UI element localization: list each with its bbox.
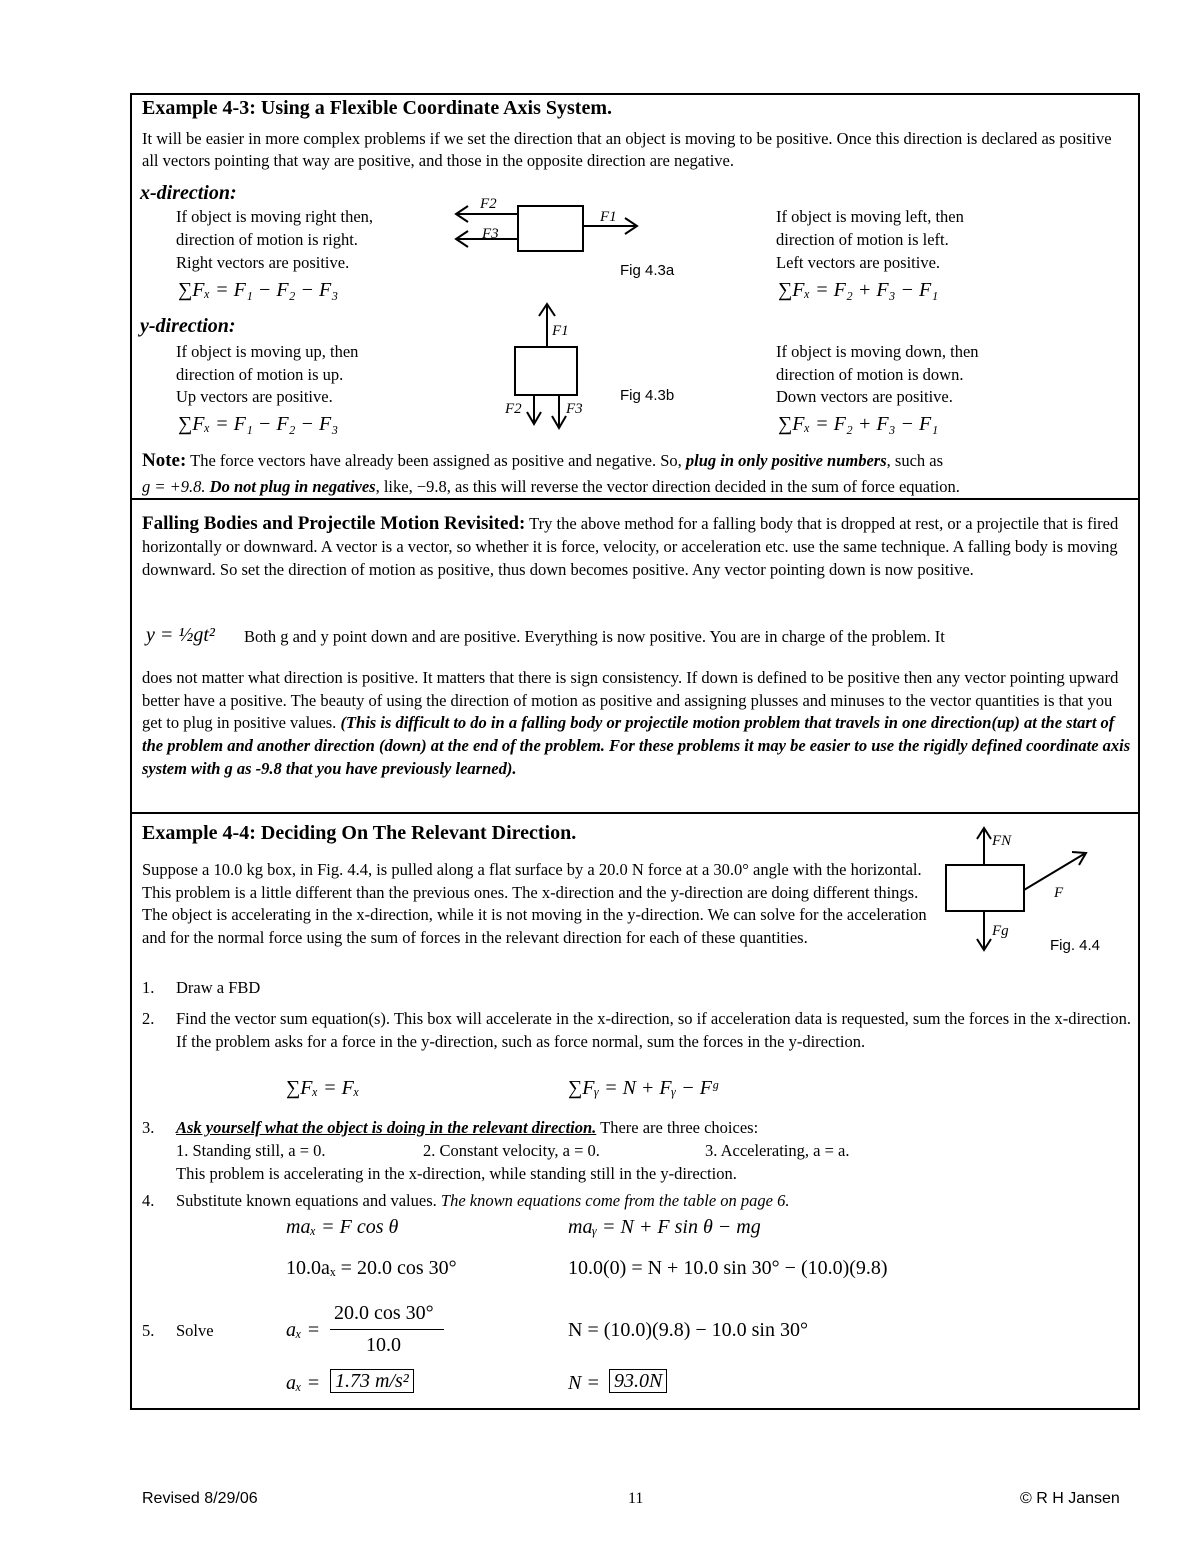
note-bold-2: Do not plug in negatives — [209, 477, 376, 496]
step-1-number: 1. — [142, 978, 155, 997]
y-right-equation: ∑Fₓ = F₂ + F₃ − F₁ — [778, 413, 939, 435]
y-right-line-1: If object is moving down, then — [776, 342, 979, 361]
step-5-text: Solve — [176, 1321, 214, 1340]
step-3-number: 3. — [142, 1118, 155, 1137]
y-left-equation: ∑Fₓ = F₁ − F₂ − F₃ — [178, 413, 339, 435]
falling-para2-text: does not matter what direction is positive. It matters that there is sign consistency. If down is defined to be positive then any vector pointing upward better have a positive. The beauty of using the direction of motion as positive and assigning plusses and minuses to the vector quantities is that you get to plug in positive values. — [142, 668, 1119, 733]
falling-equation-text: Both g and y point down and are positive. Everything is now positive. You are in charge of the problem. It — [244, 627, 945, 646]
example-4-4-intro: Suppose a 10.0 kg box, in Fig. 4.4, is pulled along a flat surface by a 20.0 N force at a 30.0° angle with the horizontal. This problem is a little different than the previous ones. The x-direction and the y-direction are doing different things. The object is accelerating in the x-direction, while it is not moving in the y-direction. We can solve for the acceleration and for the normal force using the sum of forces in the relevant direction for each of these quantities. — [142, 860, 927, 947]
step-3-text: There are three choices: — [600, 1118, 759, 1137]
fig-4-3b-f2-label: F2 — [505, 401, 522, 417]
step-1-text: Draw a FBD — [176, 978, 261, 997]
footer-page-number: 11 — [628, 1490, 644, 1507]
step-4-italic: The known equations come from the table on page 6. — [440, 1191, 790, 1210]
note-line-1 — [142, 450, 943, 472]
footer-revised: Revised 8/29/06 — [142, 1490, 258, 1507]
fraction-bar — [330, 1329, 444, 1330]
x-direction-heading: x-direction: — [140, 182, 237, 204]
eq-5a-x-numerator: 20.0 cos 30° — [334, 1302, 434, 1324]
eq-4a-x: maₓ = F cos θ — [286, 1216, 399, 1238]
example-4-3-intro: It will be easier in more complex problems if we set the direction that an object is moving to be positive. Once this direction is declared as positive all vectors pointing that way are positive, and those in the opposite direction are negative. — [142, 129, 1112, 170]
x-right-line-1: If object is moving left, then — [776, 207, 964, 226]
x-left-line-1: If object is moving right then, — [176, 207, 374, 226]
step-2-text: Find the vector sum equation(s). This box will accelerate in the x-direction, so if acceleration data is requested, sum the forces in the x-direction. If the problem asks for a force in the y-direction, such as force normal, sum the forces in the y-direction. — [176, 1009, 1132, 1051]
step-3-choice-2: 2. Constant velocity, a = 0. — [423, 1141, 600, 1160]
y-right-line-2: direction of motion is down. — [776, 365, 964, 384]
fig-4-4-fg-label: Fg — [992, 923, 1009, 939]
eq-4b-y: 10.0(0) = N + 10.0 sin 30° − (10.0)(9.8) — [568, 1257, 888, 1279]
y-left-line-3: Up vectors are positive. — [176, 387, 333, 406]
step-4-number: 4. — [142, 1191, 155, 1210]
note-bold-1: plug in only positive numbers — [685, 451, 887, 470]
note-g-value: g = +9.8. — [142, 477, 206, 496]
x-right-line-2: direction of motion is left. — [776, 230, 949, 249]
step-2-x-equation: ∑Fₓ = Fₓ — [286, 1077, 360, 1099]
step-2-number: 2. — [142, 1009, 155, 1028]
fig-4-4-fn-label: FN — [992, 833, 1012, 849]
step-4-line — [176, 1190, 789, 1212]
eq-4a-y: maᵧ = N + F sin θ − mg — [568, 1216, 761, 1238]
falling-equation: y = ½gt² — [146, 624, 215, 646]
note-text-3: , like, −9.8, as this will reverse the vector direction decided in the sum of force equation. — [375, 477, 960, 496]
falling-para2-bold: (This is difficult to do in a falling body or projectile motion problem that travels in one direction(up) at the start of the problem and another direction (down) at the end of the problem. For these problems it may be easier to use the rigidly defined coordinate axis system with g as -9.8 that you have previously learned). — [142, 713, 1131, 778]
step-3-choice-3: 3. Accelerating, a = a. — [705, 1141, 850, 1160]
y-left-line-1: If object is moving up, then — [176, 342, 359, 361]
fig-4-3a-f3-label: F3 — [482, 226, 499, 242]
eq-4b-x: 10.0aₓ = 20.0 cos 30° — [286, 1257, 457, 1279]
x-right-line-3: Left vectors are positive. — [776, 253, 941, 272]
step-3-underlined: Ask yourself what the object is doing in the relevant direction. — [176, 1118, 597, 1137]
falling-intro-paragraph — [142, 512, 1134, 581]
fig-4-4-f-label: F — [1054, 885, 1064, 901]
note-label: Note: — [142, 450, 187, 471]
fig-4-3a-f2-label: F2 — [480, 196, 497, 212]
fig-4-3a-f1-label: F1 — [600, 209, 617, 225]
y-left-line-2: direction of motion is up. — [176, 365, 344, 384]
fig-4-4-caption: Fig. 4.4 — [1050, 937, 1101, 954]
y-right-line-3: Down vectors are positive. — [776, 387, 953, 406]
x-left-equation: ∑Fₓ = F₁ − F₂ − F₃ — [178, 279, 339, 301]
example-4-3-title: Example 4-3: Using a Flexible Coordinate Axis System. — [142, 97, 612, 119]
note-line-2 — [142, 476, 960, 498]
step-3-conclusion: This problem is accelerating in the x-direction, while standing still in the y-direction. — [176, 1164, 737, 1183]
example-4-4-title: Example 4-4: Deciding On The Relevant Direction. — [142, 822, 577, 844]
x-left-line-3: Right vectors are positive. — [176, 253, 350, 272]
eq-5a-y: N = (10.0)(9.8) − 10.0 sin 30° — [568, 1319, 808, 1341]
note-text-1: The force vectors have already been assigned as positive and negative. So, — [190, 451, 682, 470]
x-right-equation: ∑Fₓ = F₂ + F₃ − F₁ — [778, 279, 939, 301]
footer-copyright: © R H Jansen — [1020, 1490, 1120, 1507]
fig-4-3b-caption: Fig 4.3b — [620, 387, 675, 404]
step-2-y-equation: ∑Fᵧ = N + Fᵧ − Fᵍ — [568, 1077, 718, 1099]
fig-4-3b-f1-label: F1 — [552, 323, 569, 339]
x-left-line-2: direction of motion is right. — [176, 230, 358, 249]
falling-title: Falling Bodies and Projectile Motion Revisited: — [142, 513, 526, 534]
y-direction-heading: y-direction: — [140, 315, 236, 337]
step-4-text: Substitute known equations and values. — [176, 1191, 437, 1210]
answer-acceleration: 1.73 m/s² — [330, 1369, 414, 1393]
step-3-choice-1: 1. Standing still, a = 0. — [176, 1141, 326, 1160]
eq-5a-x-lhs: aₓ = — [286, 1319, 321, 1341]
step-5-number: 5. — [142, 1321, 155, 1340]
step-3-line-1 — [176, 1117, 758, 1139]
falling-paragraph-2 — [142, 667, 1134, 781]
answer-normal-force: 93.0N — [609, 1369, 667, 1393]
eq-5a-x-denominator: 10.0 — [366, 1334, 401, 1356]
falling-intro: Try the above method for a falling body that is dropped at rest, or a projectile that is fired horizontally or downward. A vector is a vector, so whether it is force, velocity, or acceleration etc. use the same technique. A falling body is moving downward. So set the direction of motion as positive, thus down becomes positive. Any vector pointing down is now positive. — [142, 514, 1119, 579]
fig-4-3a-caption: Fig 4.3a — [620, 262, 675, 279]
eq-5b-x-lhs: aₓ = — [286, 1372, 321, 1394]
eq-5b-y-lhs: N = — [568, 1372, 600, 1394]
fig-4-3b-f3-label: F3 — [566, 401, 583, 417]
note-text-2: , such as — [886, 451, 944, 470]
